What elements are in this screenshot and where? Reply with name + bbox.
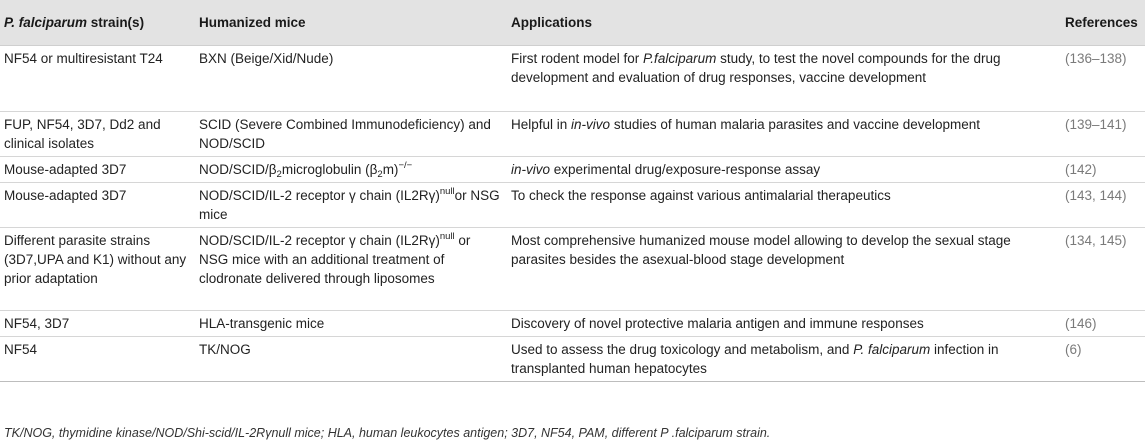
app-italic: in-vivo (511, 162, 551, 177)
app-text: First rodent model for (511, 51, 644, 66)
cell-references[interactable]: (139–141) (1061, 112, 1145, 157)
mice-text: or NSG mice (199, 188, 500, 222)
app-text: Used to assess the drug toxicology and metabolism, and (511, 342, 854, 357)
cell-mice (195, 157, 507, 183)
cell-application: Discovery of novel protective malaria antigen and immune responses (507, 311, 1061, 337)
cell-application (507, 337, 1061, 382)
mice-sup: null (439, 231, 455, 242)
header-strains-rest: strain(s) (87, 15, 145, 30)
mice-sup: −/− (398, 160, 413, 171)
mice-text: NOD/SCID/IL-2 receptor γ chain (IL2Rγ) (199, 233, 440, 248)
app-text: experimental drug/exposure-response assay (550, 162, 821, 177)
mice-text: NOD/SCID/β (199, 162, 277, 177)
header-strains (0, 0, 195, 46)
table-row (0, 228, 1145, 311)
header-applications: Applications (507, 0, 1061, 46)
header-row (0, 0, 1145, 46)
mice-text: microglobulin (β (281, 162, 378, 177)
app-italic: in-vivo (571, 117, 611, 132)
app-text: study, to test the novel compounds for the drug development and evaluation of drug responses, vaccine development (511, 51, 1001, 85)
cell-mice (195, 228, 507, 311)
app-text: studies of human malaria parasites and vaccine development (610, 117, 981, 132)
cell-application: To check the response against various antimalarial therapeutics (507, 183, 1061, 228)
cell-strain: Mouse-adapted 3D7 (0, 183, 195, 228)
cell-strain: NF54, 3D7 (0, 311, 195, 337)
cell-strain: NF54 or multiresistant T24 (0, 46, 195, 112)
mice-sub: 2 (276, 169, 282, 180)
cell-mice: TK/NOG (195, 337, 507, 382)
cell-application (507, 112, 1061, 157)
header-references: References (1061, 0, 1145, 46)
cell-application: Most comprehensive humanized mouse model allowing to develop the sexual stage parasites besides the asexual-blood stage development (507, 228, 1061, 311)
header-strains-italic: P. falciparum (4, 15, 88, 30)
cell-mice: HLA-transgenic mice (195, 311, 507, 337)
cell-strain: NF54 (0, 337, 195, 382)
table-row (0, 112, 1145, 157)
table-row (0, 183, 1145, 228)
cell-mice (195, 183, 507, 228)
cell-references[interactable]: (142) (1061, 157, 1145, 183)
cell-references[interactable]: (134, 145) (1061, 228, 1145, 311)
cell-references[interactable]: (143, 144) (1061, 183, 1145, 228)
app-italic: P.falciparum (643, 51, 717, 66)
app-text: Helpful in (511, 117, 572, 132)
table-row (0, 311, 1145, 337)
cell-strain: Mouse-adapted 3D7 (0, 157, 195, 183)
mice-text: m) (382, 162, 399, 177)
cell-mice: SCID (Severe Combined Immunodeficiency) and NOD/SCID (195, 112, 507, 157)
cell-application (507, 46, 1061, 112)
cell-references[interactable]: (6) (1061, 337, 1145, 382)
app-italic: P. falciparum (853, 342, 931, 357)
mice-text: NOD/SCID/IL-2 receptor γ chain (IL2Rγ) (199, 188, 440, 203)
table-row (0, 337, 1145, 382)
cell-application (507, 157, 1061, 183)
cell-strain: Different parasite strains (3D7,UPA and K1) without any prior adaptation (0, 228, 195, 311)
cell-references[interactable]: (136–138) (1061, 46, 1145, 112)
cell-references[interactable]: (146) (1061, 311, 1145, 337)
app-text: infection in transplanted human hepatocytes (511, 342, 999, 376)
table-row (0, 157, 1145, 183)
cell-mice: BXN (Beige/Xid/Nude) (195, 46, 507, 112)
header-mice: Humanized mice (195, 0, 507, 46)
mice-text: or NSG mice with an additional treatment of clodronate delivered through liposomes (199, 233, 471, 286)
mice-sup: null (439, 186, 455, 197)
cell-strain: FUP, NF54, 3D7, Dd2 and clinical isolates (0, 112, 195, 157)
mice-sub: 2 (377, 169, 383, 180)
table-footnote: TK/NOG, thymidine kinase/NOD/Shi-scid/IL-2Rγnull mice; HLA, human leukocytes antigen; 3D7, NF54, PAM, different P .falciparum strain. (4, 426, 771, 440)
table-row (0, 46, 1145, 112)
